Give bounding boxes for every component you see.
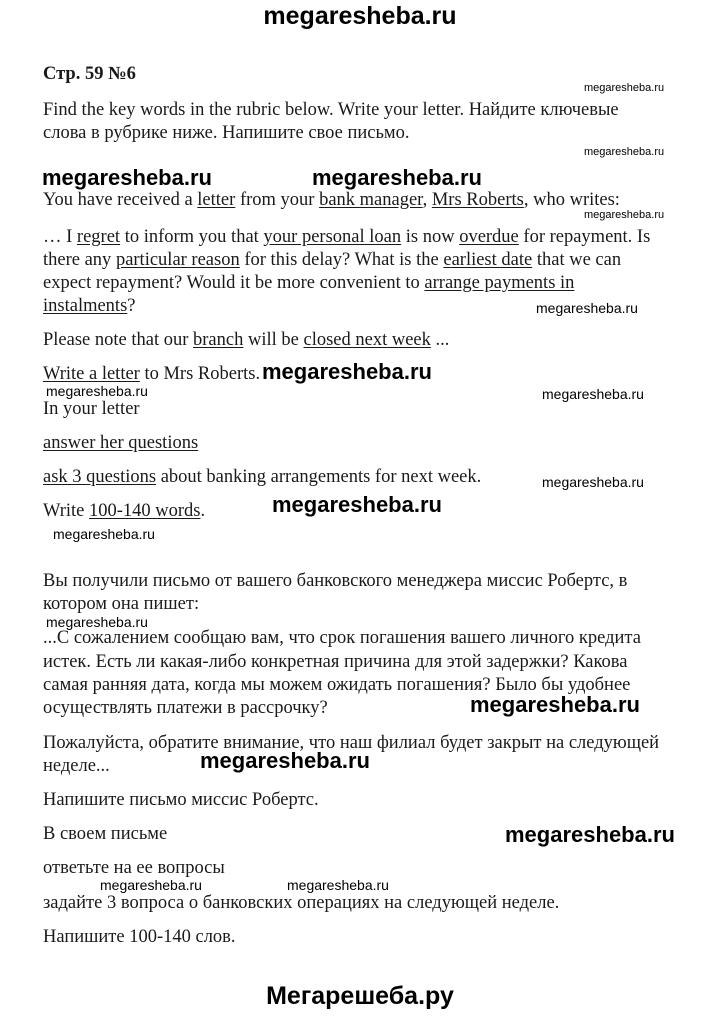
english-write: Write a letter to Mrs Roberts.	[43, 364, 261, 384]
watermark-medium: megaresheba.ru	[46, 614, 148, 630]
instructions-line-1: Find the key words in the rubric below. Write your letter. Найдите ключевые	[43, 100, 619, 120]
russian-quote-line-2: истек. Есть ли какая-либо конкретная причина для этой задержки? Какова	[43, 652, 628, 672]
watermark-small: megaresheba.ru	[584, 82, 665, 94]
russian-in-letter: В своем письме	[43, 824, 168, 844]
english-in-letter: In your letter	[43, 399, 140, 419]
watermark-big: megaresheba.ru	[312, 165, 482, 190]
russian-word-count: Напишите 100-140 слов.	[43, 927, 236, 947]
watermark-big: megaresheba.ru	[262, 359, 432, 384]
site-header: megaresheba.ru	[263, 2, 457, 30]
russian-intro-line-2: котором она пишет:	[43, 594, 200, 614]
instructions-line-2: слова в рубрике ниже. Напишите свое письмо.	[43, 123, 410, 143]
russian-intro-line-1: Вы получили письмо от вашего банковского менеджера миссис Робертс, в	[43, 571, 628, 591]
russian-note-line-2: неделе...	[43, 756, 110, 776]
watermark-medium: megaresheba.ru	[287, 877, 389, 893]
english-intro: You have received a letter from your bank manager, Mrs Roberts, who writes:	[43, 190, 620, 210]
watermark-medium: megaresheba.ru	[46, 383, 148, 399]
english-quote-line-4: instalments?	[43, 296, 136, 316]
watermark-big: megaresheba.ru	[470, 692, 640, 717]
english-point-2: ask 3 questions about banking arrangements for next week.	[43, 467, 482, 487]
english-quote-line-1: … I regret to inform you that your personal loan is now overdue for repayment. Is	[43, 227, 651, 247]
english-quote-line-3: expect repayment? Would it be more convenient to arrange payments in	[43, 273, 575, 293]
watermark-small: megaresheba.ru	[584, 146, 665, 158]
watermark-medium: megaresheba.ru	[100, 877, 202, 893]
watermark-medium: megaresheba.ru	[542, 386, 644, 402]
watermark-medium: megaresheba.ru	[53, 526, 155, 542]
watermark-big: megaresheba.ru	[505, 822, 675, 847]
english-point-1: answer her questions	[43, 433, 199, 453]
watermark-big: megaresheba.ru	[42, 165, 212, 190]
russian-quote-line-4: осуществлять платежи в рассрочку?	[43, 698, 328, 718]
watermark-big: megaresheba.ru	[272, 492, 442, 517]
russian-quote-line-1: ...С сожалением сообщаю вам, что срок погашения вашего личного кредита	[43, 628, 641, 648]
russian-point-1: ответьте на ее вопросы	[43, 858, 225, 878]
watermark-small: megaresheba.ru	[584, 209, 665, 221]
watermark-medium: megaresheba.ru	[536, 300, 638, 316]
english-note: Please note that our branch will be closed next week ...	[43, 330, 450, 350]
watermark-medium: megaresheba.ru	[542, 474, 644, 490]
russian-quote-line-3: самая ранняя дата, когда мы можем ожидать погашения? Было бы удобнее	[43, 675, 631, 695]
page-heading: Стр. 59 №6	[43, 64, 136, 84]
russian-point-2: задайте 3 вопроса о банковских операциях на следующей неделе.	[43, 893, 560, 913]
english-quote-line-2: there any particular reason for this delay? What is the earliest date that we can	[43, 250, 622, 270]
russian-note-line-1: Пожалуйста, обратите внимание, что наш филиал будет закрыт на следующей	[43, 733, 660, 753]
russian-write: Напишите письмо миссис Робертс.	[43, 790, 319, 810]
watermark-big: megaresheba.ru	[200, 748, 370, 773]
english-word-count: Write 100-140 words.	[43, 501, 206, 521]
site-footer: Мегарешеба.ру	[266, 982, 454, 1010]
